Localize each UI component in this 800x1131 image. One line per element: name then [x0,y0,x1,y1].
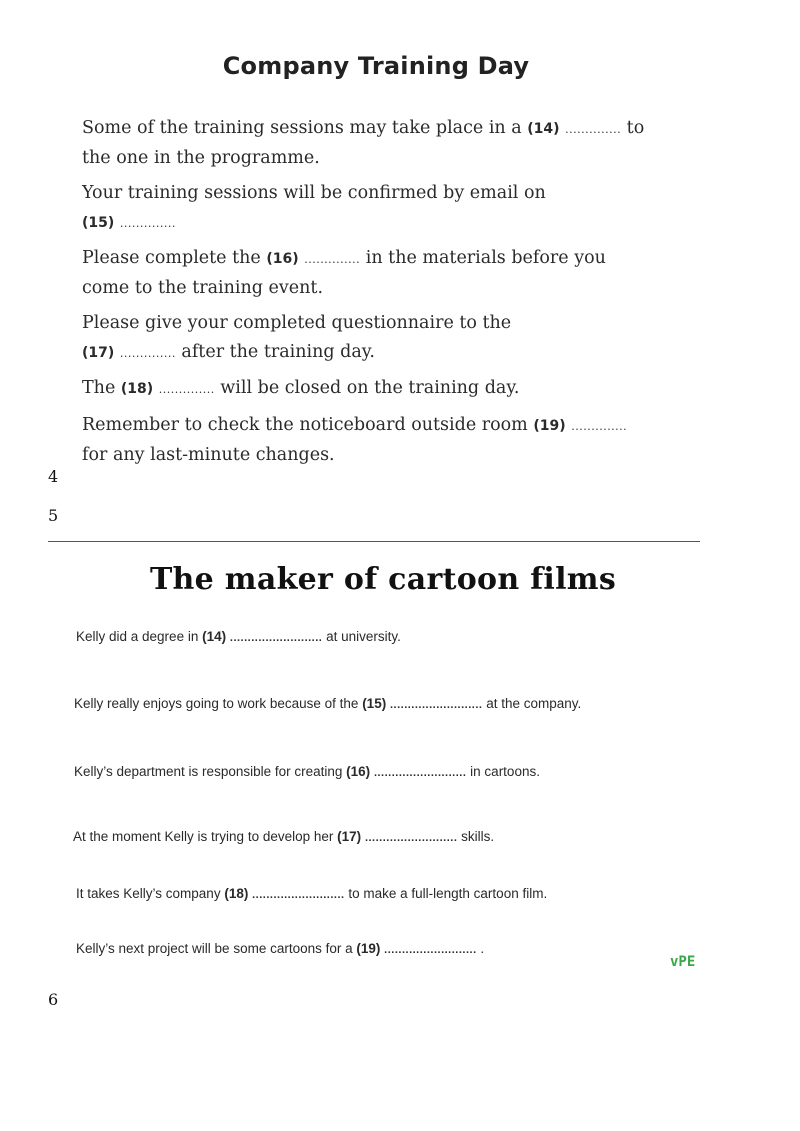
text: skills. [461,829,495,844]
answer-blank: .............. [119,217,176,230]
s1-question-18 [82,374,722,404]
question-number: (16) [346,764,371,779]
text: The [82,378,116,398]
answer-blank: .......................... [384,944,477,956]
text: It takes Kelly’s company [76,886,221,901]
question-number: (18) [120,381,154,397]
text: Kelly really enjoys going to work because of the [74,696,359,711]
text: will be closed on the training day. [220,378,520,398]
answer-blank: .............. [565,123,622,136]
s2-question-19 [76,941,484,956]
answer-blank: .............. [119,347,176,360]
section1-title: Company Training Day [222,52,530,80]
answer-blank: .......................... [252,889,345,901]
text: for any last-minute changes. [82,445,335,465]
answer-blank: .............. [571,420,628,433]
s1-question-19 [82,411,722,470]
text: to [626,118,645,138]
question-number: (15) [82,215,115,231]
s2-question-18 [76,886,547,901]
answer-blank: .......................... [373,767,467,779]
s1-question-14 [82,114,722,173]
text: Kelly did a degree in [76,629,199,644]
answer-blank: .............. [304,253,361,266]
question-number: (14) [527,121,560,137]
question-number: (14) [202,629,227,644]
page-number-4: 4 [48,467,59,486]
page-number-6: 6 [48,990,59,1009]
answer-blank: .......................... [389,699,483,711]
text: Some of the training sessions may take place in a [82,118,522,138]
question-number: (19) [356,941,381,956]
question-number: (17) [82,345,115,361]
answer-blank: .............. [158,383,215,396]
answer-blank: .......................... [229,632,323,644]
question-number: (16) [266,251,299,267]
text: at the company. [486,696,582,711]
s1-question-17 [82,309,722,368]
question-number: (18) [224,886,249,901]
s2-question-16 [74,764,540,779]
s2-question-17 [73,829,494,844]
s1-question-15 [82,179,722,238]
question-number: (17) [337,829,362,844]
text: after the training day. [181,342,375,362]
text: . [480,941,485,956]
text: Remember to check the noticeboard outside room [82,415,528,435]
text: at university. [326,629,401,644]
answer-blank: .......................... [364,832,458,844]
text: Please complete the [82,248,261,268]
publisher-logo: vPE [670,954,696,970]
text: At the moment Kelly is trying to develop her [73,829,334,844]
question-number: (19) [533,418,566,434]
text: Please give your completed questionnaire to the [82,313,512,333]
text: to make a full-length cartoon film. [348,886,548,901]
text: Your training sessions will be confirmed by email on [82,183,546,203]
s2-question-14 [76,629,401,644]
text: in the materials before you [365,248,606,268]
text: in cartoons. [470,764,540,779]
divider [48,541,700,542]
text: Kelly’s department is responsible for creating [74,764,343,779]
s2-question-15 [74,696,581,711]
question-number: (15) [362,696,387,711]
text: Kelly’s next project will be some cartoons for a [76,941,353,956]
text: come to the training event. [82,278,324,298]
text: the one in the programme. [82,148,320,168]
page-number-5: 5 [48,506,59,525]
section2-title: The maker of cartoon films [149,562,617,597]
s1-question-16 [82,244,722,303]
